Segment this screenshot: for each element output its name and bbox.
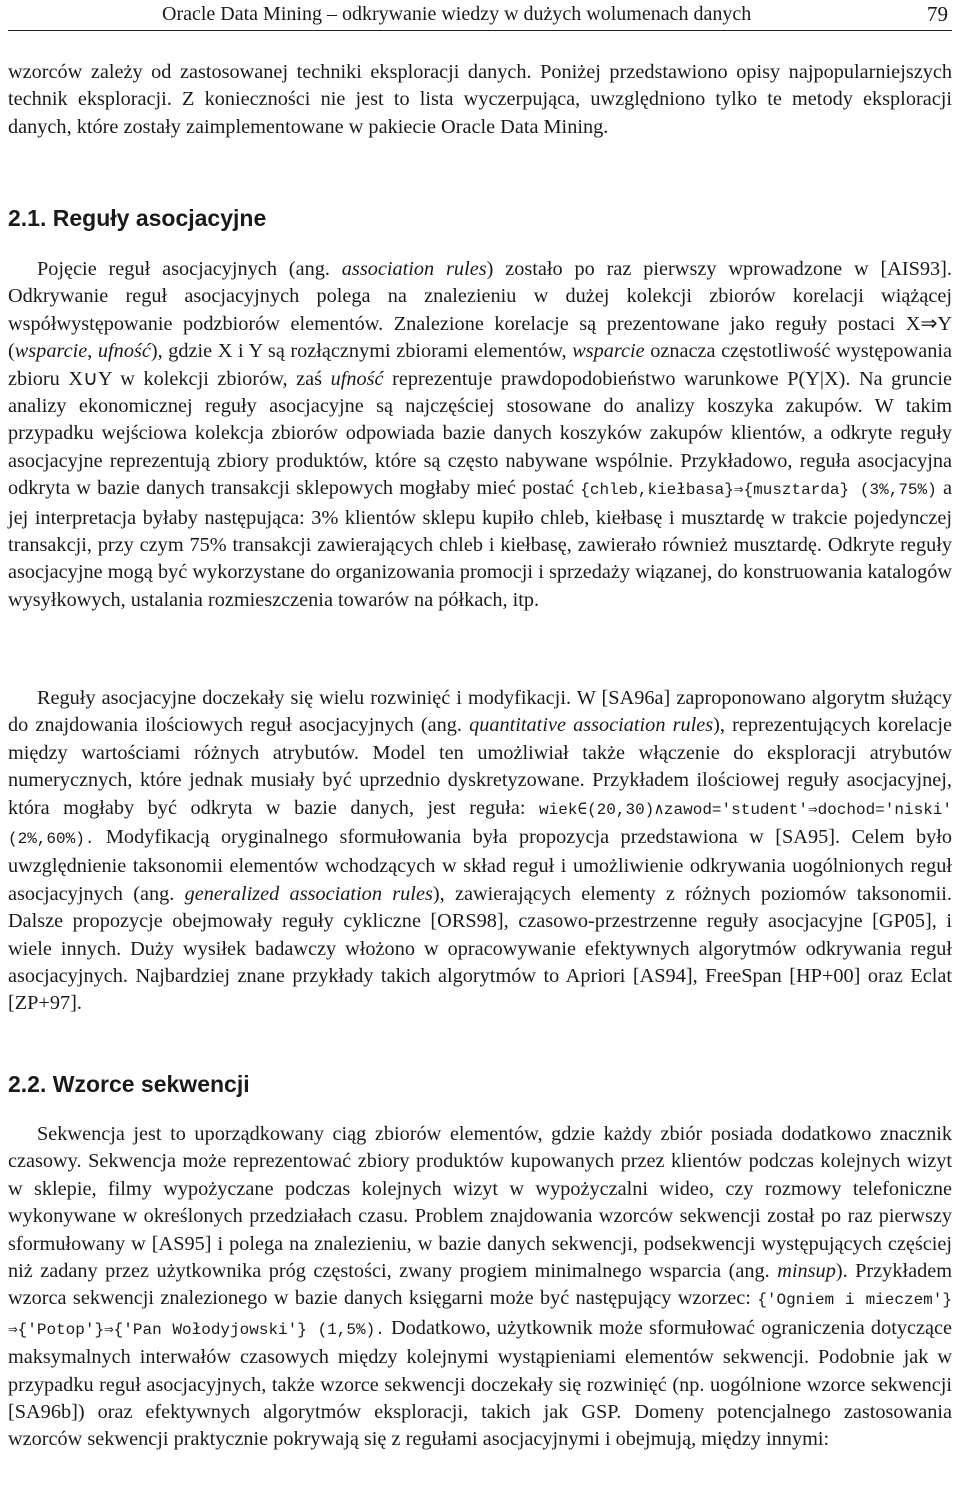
code-example-rule: {chleb,kiełbasa}⇒{musztarda} (3%,75%) — [580, 481, 937, 500]
paragraph-association-rules-extensions: Reguły asocjacyjne doczekały się wielu rozwinięć i modyfikacji. W [SA96a] zaproponowano algorytm służący do znajdowania ilościowych reguł asocjacyjnych (ang. quantitative association rules), reprezentujących korelacje między wartościami różnych atrybutów. Model ten umożliwiał także włączenie do eksploracji atrybutów numerycznych, które jednak musiały być uprzednio dyskretyzowane. Przykładem ilościowej reguły asocjacyjnej, która mogłaby być odkryta w bazie danych, jest reguła: wiek∈(20,30)∧zawod='student'⇒dochod='niski' (2%,60%). Modyfikacją oryginalnego sformułowania była propozycja przedstawiona w [SA95]. Celem było uwzględnienie taksonomii elementów wchodzących w skład reguł i umożliwienie odkrywania uogólnionych reguł asocjacyjnych (ang. generalized association rules), zawierających elementy z różnych poziomów taksonomii. Dalsze propozycje obejmowały reguły cykliczne [ORS98], czasowo-przestrzenne reguły asocjacyjne [GP05], i wiele innych. Duży wysiłek badawczy włożono w opracowywanie efektywnych algorytmów odkrywania reguł asocjacyjnych. Najbardziej znane przykłady takich algorytmów to Apriori [AS94], FreeSpan [HP+00] oraz Eclat [ZP+97]. — [8, 687, 952, 1015]
section-heading-association-rules: 2.1. Reguły asocjacyjne — [8, 205, 267, 231]
paragraph-association-rules-intro: Pojęcie reguł asocjacyjnych (ang. association rules) zostało po raz pierwszy wprowadzone w [AIS93]. Odkrywanie reguł asocjacyjnych polega na znalezieniu w dużej kolekcji zbiorów korelacji wiążącej współwystępowanie podzbiorów elementów. Znalezione korelacje są prezentowane jako reguły postaci X⇒Y (wsparcie, ufność), gdzie X i Y są rozłącznymi zbiorami elementów, wsparcie oznacza częstotliwość występowania zbioru X∪Y w kolekcji zbiorów, zaś ufność reprezentuje prawdopodobieństwo warunkowe P(Y|X). Na gruncie analizy ekonomicznej reguły asocjacyjne są najczęściej stosowane do analizy koszyka zakupów. W takim przypadku wejściowa kolekcja zbiorów odpowiada bazie danych koszyków zakupów klientów, a odkryte reguły asocjacyjne reprezentują zbiory produktów, które są często nabywane wspólnie. Przykładowo, reguła asocjacyjna odkryta w bazie danych transakcji sklepowych mogłaby mieć postać {chleb,kiełbasa}⇒{musztarda} (3%,75%) a jej interpretacja byłaby następująca: 3% klientów sklepu kupiło chleb, kiełbasę i musztardę w trakcie pojedynczej transakcji, przy czym 75% transakcji zawierających chleb i kiełbasę, zawierało również musztardę. Odkryte reguły asocjacyjne mogą być wykorzystane do organizowania promocji i sprzedaży wiązanej, do konstruowania katalogów wysyłkowych, ustalania rozmieszczenia towarów na półkach, itp. — [8, 258, 952, 611]
running-header — [8, 0, 952, 31]
paragraph-sequence-patterns: Sekwencja jest to uporządkowany ciąg zbiorów elementów, gdzie każdy zbiór posiada dodatkowo znacznik czasowy. Sekwencja może reprezentować zbiory produktów kupowanych przez klientów podczas kolejnych wizyt w sklepie, filmy wypożyczane podczas kolejnych wizyt w wypożyczalni wideo, czy rozmowy telefoniczne wykonywane w określonych przedziałach czasu. Problem znajdowania wzorców sekwencji został po raz pierwszy sformułowany w [AS95] i polega na znalezieniu, w bazie danych sekwencji, podsekwencji występujących częściej niż zadany przez użytkownika próg częstości, zwany progiem minimalnego wsparcia (ang. minsup). Przykładem wzorca sekwencji znalezionego w bazie danych księgarni może być następujący wzorzec: {'Ogniem i mieczem'}⇒{'Potop'}⇒{'Pan Wołodyjowski'} (1,5%). Dodatkowo, użytkownik może sformułować ograniczenia dotyczące maksymalnych interwałów czasowych między kolejnymi wystąpieniami elementów sekwencji. Podobnie jak w przypadku reguł asocjacyjnych, także wzorce sekwencji doczekały się rozwinięć (np. uogólnione wzorce sekwencji [SA96b]) oraz efektywnych algorytmów eksploracji, takich jak GSP. Domeny potencjalnego zastosowania wzorców sekwencji praktycznie pokrywają się z regułami asocjacyjnymi i obejmują, między innymi: — [8, 1123, 953, 1451]
code-example-quantitative-rule: wiek∈(20,30)∧zawod='student'⇒dochod='niski' (2%,60%). — [8, 800, 952, 849]
page-number: 79 — [927, 2, 948, 26]
section-heading-sequence-patterns: 2.2. Wzorce sekwencji — [8, 1071, 250, 1097]
intro-paragraph: wzorców zależy od zastosowanej techniki eksploracji danych. Poniżej przedstawiono opisy najpopularniejszych technik eksploracji. Z konieczności nie jest to lista wyczerpująca, uwzględniono tylko te metody eksploracji danych, które zostały zaimplementowane w pakiecie Oracle Data Mining. — [8, 61, 952, 138]
code-example-sequence: {'Ogniem i mieczem'}⇒{'Potop'}⇒{'Pan Wołodyjowski'} (1,5%). — [8, 1291, 952, 1339]
header-title: Oracle Data Mining – odkrywanie wiedzy w dużych wolumenach danych — [162, 3, 752, 25]
